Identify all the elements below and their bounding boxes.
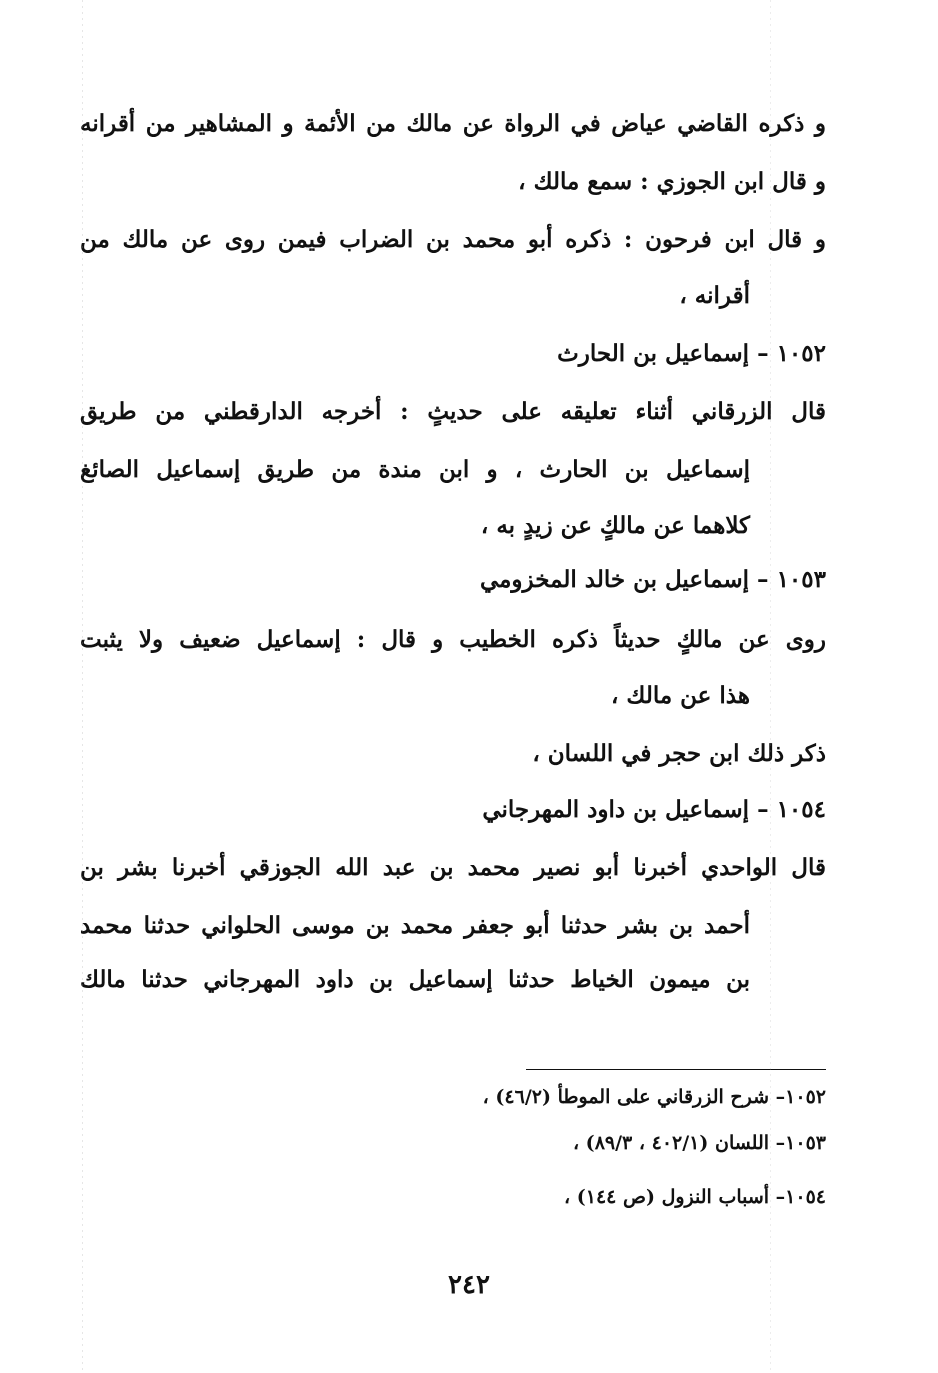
- body-line-8: كلاهما عن مالكٍ عن زيدٍ به ،: [480, 512, 750, 539]
- body-line-14: قال الواحدي أخبرنا أبو نصير محمد بن عبد الله الجوزقي أخبرنا بشر بن: [80, 854, 826, 881]
- body-line-3: و قال ابن فرحون : ذكره أبو محمد بن الضراب فيمن روى عن مالك من: [80, 226, 826, 253]
- body-line-1: و ذكره القاضي عياض في الرواة عن مالك من الأئمة و المشاهير من أقرانه: [80, 110, 826, 137]
- entry-heading-1053: ١٠٥٣ – إسماعيل بن خالد المخزومي: [479, 566, 826, 593]
- body-line-2: و قال ابن الجوزي : سمع مالك ،: [518, 168, 826, 195]
- body-line-16: بن ميمون الخياط حدثنا إسماعيل بن داود المهرجاني حدثنا مالك: [80, 966, 750, 993]
- footnote-divider: [526, 1069, 826, 1070]
- body-line-7: إسماعيل بن الحارث ، و ابن مندة من طريق إسماعيل الصائغ: [80, 456, 750, 483]
- body-line-15: أحمد بن بشر حدثنا أبو جعفر محمد بن موسى الحلواني حدثنا محمد: [80, 912, 750, 939]
- body-line-11: هذا عن مالك ،: [611, 682, 750, 709]
- body-line-10: روى عن مالكٍ حديثاً ذكره الخطيب و قال : إسماعيل ضعيف ولا يثبت: [80, 626, 826, 653]
- footnote-1053: ١٠٥٣– اللسان (٤٠٢/١ ، ٨٩/٣) ،: [572, 1132, 826, 1154]
- body-line-12: ذكر ذلك ابن حجر في اللسان ،: [532, 740, 826, 767]
- footnote-1052: ١٠٥٢– شرح الزرقاني على الموطأ (٤٦/٢) ،: [482, 1086, 826, 1108]
- footnote-1054: ١٠٥٤– أسباب النزول (ص ١٤٤) ،: [564, 1186, 826, 1208]
- body-line-6: قال الزرقاني أثناء تعليقه على حديثٍ : أخرجه الدارقطني من طريق: [80, 398, 826, 425]
- entry-heading-1054: ١٠٥٤ – إسماعيل بن داود المهرجاني: [482, 796, 826, 823]
- page-number: ٢٤٢: [448, 1270, 490, 1300]
- body-line-4: أقرانه ،: [679, 282, 750, 309]
- scan-margin-mark-left: [82, 0, 83, 1373]
- entry-heading-1052: ١٠٥٢ – إسماعيل بن الحارث: [557, 340, 826, 367]
- scan-margin-mark-right: [770, 0, 771, 1373]
